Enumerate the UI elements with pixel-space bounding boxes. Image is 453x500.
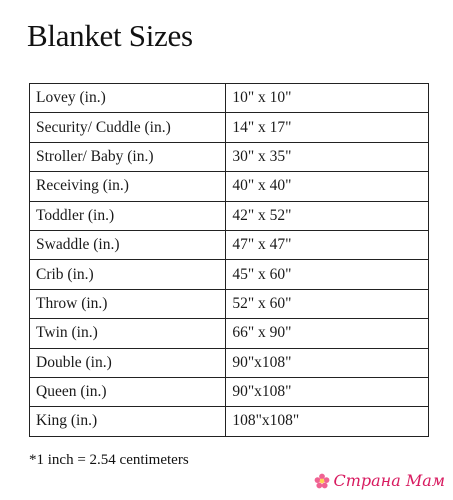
size-value: 47" x 47": [226, 230, 429, 259]
watermark-text: Страна Мам: [333, 471, 445, 490]
size-label: Double (in.): [30, 348, 226, 377]
page-title: Blanket Sizes: [27, 18, 193, 53]
size-label: Lovey (in.): [30, 84, 226, 113]
size-value: 14" x 17": [226, 113, 429, 142]
size-label: Twin (in.): [30, 319, 226, 348]
size-label: Toddler (in.): [30, 201, 226, 230]
blanket-sizes-table: [29, 83, 429, 437]
size-label: Throw (in.): [30, 289, 226, 318]
size-value: 52" x 60": [226, 289, 429, 318]
size-value: 90"x108": [226, 348, 429, 377]
table-row: [30, 407, 429, 436]
size-value: 42" x 52": [226, 201, 429, 230]
size-label: Stroller/ Baby (in.): [30, 142, 226, 171]
flower-icon: [313, 472, 331, 490]
table-row: [30, 201, 429, 230]
size-value: 45" x 60": [226, 260, 429, 289]
table-row: [30, 172, 429, 201]
conversion-footnote: *1 inch = 2.54 centimeters: [29, 452, 189, 468]
size-value: 66" x 90": [226, 319, 429, 348]
size-label: Crib (in.): [30, 260, 226, 289]
size-label: Receiving (in.): [30, 172, 226, 201]
size-value: 108"x108": [226, 407, 429, 436]
size-value: 10" x 10": [226, 84, 429, 113]
size-label: King (in.): [30, 407, 226, 436]
table-row: [30, 84, 429, 113]
table-row: [30, 348, 429, 377]
size-label: Queen (in.): [30, 377, 226, 406]
table-row: [30, 113, 429, 142]
size-value: 90"x108": [226, 377, 429, 406]
table-row: [30, 319, 429, 348]
size-label: Swaddle (in.): [30, 230, 226, 259]
table-row: [30, 260, 429, 289]
table-row: [30, 142, 429, 171]
table-row: [30, 289, 429, 318]
site-watermark: [313, 471, 445, 490]
size-label: Security/ Cuddle (in.): [30, 113, 226, 142]
size-value: 40" x 40": [226, 172, 429, 201]
size-value: 30" x 35": [226, 142, 429, 171]
table-row: [30, 230, 429, 259]
table-row: [30, 377, 429, 406]
